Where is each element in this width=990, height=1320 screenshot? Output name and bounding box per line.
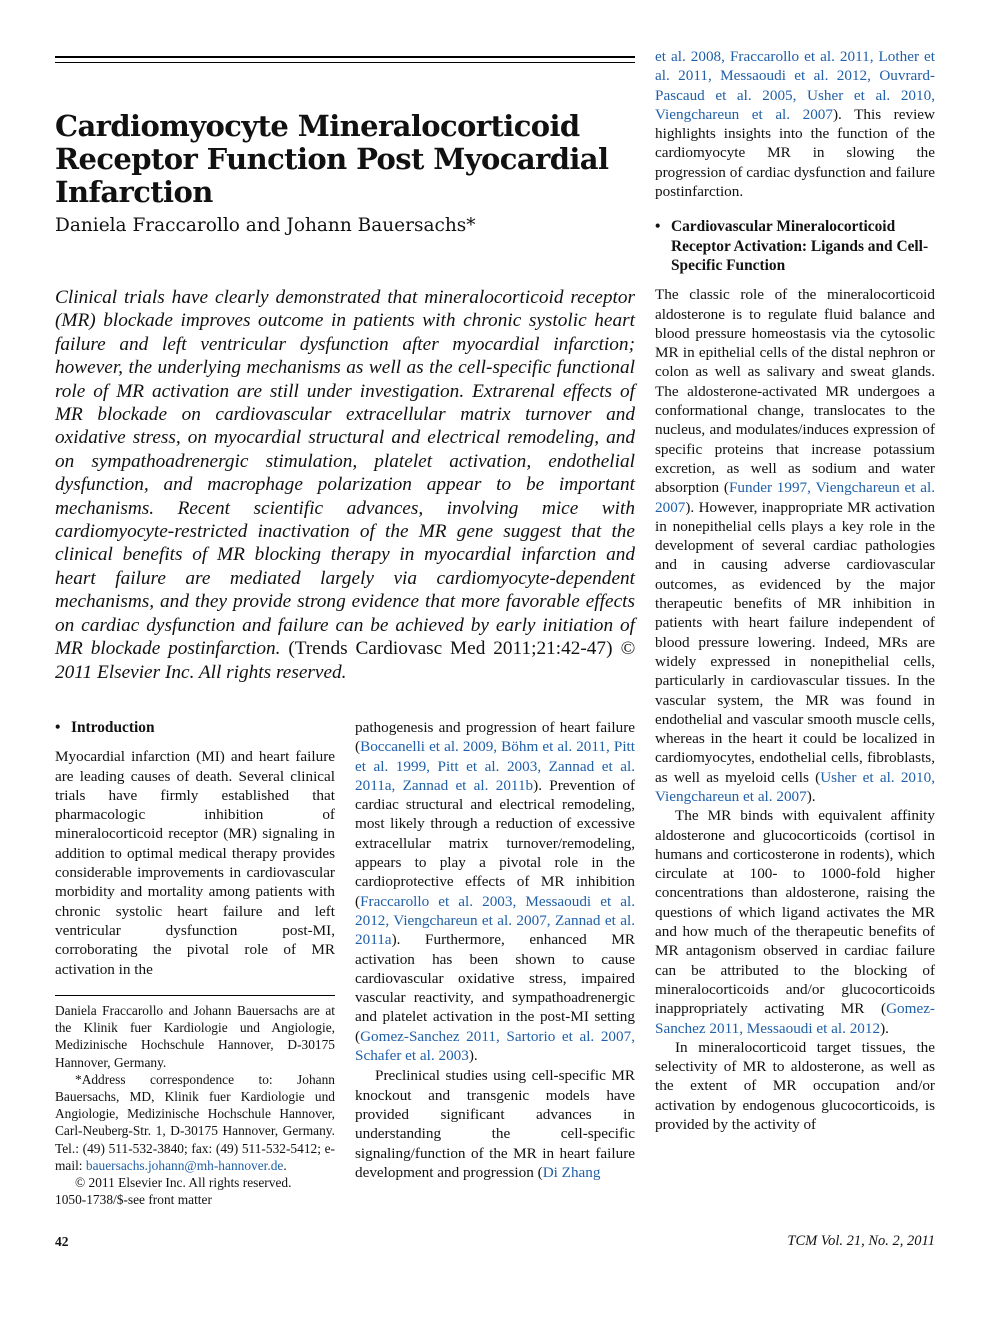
section-heading-text: Cardiovascular Mineralocorticoid Receptor Activation: Ligands and Cell-Specific Function xyxy=(671,218,929,274)
journal-info: TCM Vol. 21, No. 2, 2011 xyxy=(787,1233,935,1249)
abstract-copyright: © 2011 Elsevier Inc. All rights reserved. xyxy=(55,638,635,683)
section-heading-mr-activation xyxy=(655,217,935,275)
citation-link[interactable]: Gomez-Sanchez 2011, Messaoudi et al. 2012 xyxy=(655,1000,935,1037)
footnote xyxy=(55,1002,335,1208)
abstract xyxy=(55,286,635,684)
column-3 xyxy=(655,47,935,1134)
abstract-citation: (Trends Cardiovasc Med 2011;21:42-47) xyxy=(288,638,613,660)
section-heading-text: Introduction xyxy=(71,719,155,736)
abstract-text: Clinical trials have clearly demonstrated that mineralocorticoid receptor (MR) blockade improves outcome in patients with chronic systolic heart failure and left ventricular dysfunction after myocardial infarction; however, the underlying mechanisms as well as the cell-specific functional role of MR activation are still under investigation. Extrarenal effects of MR blockade on cardiovascular extracellular matrix turnover and oxidative stress, on myocardial structural and electrical remodeling, and on sympathoadrenergic stimulation, platelet activation, endothelial dysfunction, and macrophage polarization appear to be important mechanisms. Recent scientific advances, involving mice with cardiomyocyte-restricted inactivation of the MR gene suggest that the clinical benefits of MR blocking therapy in myocardial infarction and heart failure are mediated largely via cardiomyocyte-dependent mechanisms, and they provide strong evidence that more favorable effects on cardiac dysfunction and failure can be achieved by early initiation of MR blockade postinfarction. xyxy=(55,287,635,660)
col3-paragraph-0: et al. 2008, Fraccarollo et al. 2011, Lother et al. 2011, Messaoudi et al. 2012, Ouvrard-Pascaud et al. 2005, Usher et al. 2010, Viengchareun et al. 2007). This review highlights insights into the function of the cardiomyocyte MR in slowing the progression of cardiac dysfunction and failure postinfarction. xyxy=(655,48,935,201)
footnote-issn: 1050-1738/$-see front matter xyxy=(55,1192,212,1208)
page-number: 42 xyxy=(55,1234,69,1249)
citation-link[interactable]: Funder 1997, Viengchareun et al. 2007 xyxy=(655,479,935,516)
citation-link[interactable]: Boccanelli et al. 2009, Böhm et al. 2011, Pitt et al. 1999, Pitt et al. 2003, Zannad et al. 2011a, Zannad et al. 2011b xyxy=(355,738,635,794)
article-authors: Daniela Fraccarollo and Johann Bauersachs* xyxy=(55,215,476,236)
col2-paragraph-1: pathogenesis and progression of heart failure (Boccanelli et al. 2009, Böhm et al. 2011, Pitt et al. 1999, Pitt et al. 2003, Zannad et al. 2011a, Zannad et al. 2011b). Prevention of cardiac structural and electrical remodeling, most likely through a reduction of excessive extracellular matrix turnover/remodeling, appears to play a pivotal role in the cardioprotective effects of MR inhibition (Fraccarollo et al. 2003, Messaoudi et al. 2012, Viengchareun et al. 2007, Zannad et al. 2011a). Furthermore, enhanced MR activation has been shown to cause cardiovascular oxidative stress, impaired vascular reactivity, and sympathoadrenergic and platelet activation in the post-MI setting (Gomez-Sanchez 2011, Sartorio et al. 2007, Schafer et al. 2003). xyxy=(355,719,636,1065)
footnote-copyright: © 2011 Elsevier Inc. All rights reserved. xyxy=(75,1175,292,1191)
section-heading-introduction xyxy=(55,718,335,737)
column-1 xyxy=(55,718,335,979)
citation-link[interactable]: Usher et al. 2010, Viengchareun et al. 2007 xyxy=(655,768,935,805)
citation-link[interactable]: et al. 2008, Fraccarollo et al. 2011, Lother et al. 2011, Messaoudi et al. 2012, Ouvrard-Pascaud et al. 2005, Usher et al. 2010, Viengchareun et al. 2007 xyxy=(655,48,935,123)
email-link[interactable]: bauersachs.johann@mh-hannover.de xyxy=(85,1157,284,1173)
col3-paragraph-1: The classic role of the mineralocorticoid aldosterone is to regulate fluid balance and blood pressure homeostasis via the cytosolic MR in epithelial cells of the distal nephron or colon as well as salivary and sweat glands. The aldosterone-activated MR undergoes a conformational change, translocates to the nucleus, and modulates/induces expression of specific proteins that increase potassium excretion, as well as sodium and water absorption (Funder 1997, Viengchareun et al. 2007). However, inappropriate MR activation in nonepithelial cells plays a key role in the development of several cardiac pathologies and in causing adverse cardiovascular outcomes, as evidenced by the major therapeutic benefits of MR inhibition in patients with heart failure independent of blood pressure lowering. Indeed, MRs are widely expressed in nonepithelial cells, particularly in cardiovascular tissues. In the vascular system, the MR was found in endothelial and vascular smooth muscle cells, whereas in the heart it could be localized in cardiomyocytes, endothelial cells, fibroblasts, as well as myeloid cells (Usher et al. 2010, Viengchareun et al. 2007). xyxy=(655,286,935,805)
col2-paragraph-2: Preclinical studies using cell-specific MR knockout and transgenic models have provided significant advances in understanding the cell-specific signaling/function of the MR in heart failure development and progression (Di Zhang xyxy=(355,1067,635,1181)
col3-paragraph-2: The MR binds with equivalent affinity aldosterone and glucocorticoids (cortisol in humans and corticosterone in rodents), which circulate at 100- to 1000-fold higher concentrations than aldosterone, raising the questions of which ligand activates the MR and how much of the therapeutic benefits of MR antagonism observed in cardiac failure can be attributed to the blocking of mineralocorticoids and/or glucocorticoids inappropriately activating MR (Gomez-Sanchez 2011, Messaoudi et al. 2012). xyxy=(655,807,935,1037)
footnote-rule xyxy=(55,995,335,996)
footnote-affiliation: Daniela Fraccarollo and Johann Bauersachs are at the Klinik fuer Kardiologie und Angiologie, Medizinische Hochschule Hannover, D-30175 Hannover, Germany. xyxy=(55,1003,335,1070)
article-title: Cardiomyocyte Mineralocorticoid Receptor Function Post Myocardial Infarction xyxy=(55,109,609,209)
intro-paragraph: Myocardial infarction (MI) and heart failure are leading causes of death. Several clinical trials have firmly established that pharmacologic inhibition of mineralocorticoid receptor (MR) signaling in addition to optimal medical therapy provides considerable improvements in cardiovascular morbidity and mortality among patients with chronic systolic heart failure and left ventricular dysfunction post-MI, corroborating the pivotal role of MR activation in the xyxy=(55,748,335,978)
citation-link[interactable]: Gomez-Sanchez 2011, Sartorio et al. 2007, Schafer et al. 2003 xyxy=(355,1027,635,1065)
citation-link[interactable]: Fraccarollo et al. 2003, Messaoudi et al. 2012, Viengchareun et al. 2007, Zannad et al. 2011a xyxy=(355,892,635,949)
col3-paragraph-3: In mineralocorticoid target tissues, the selectivity of MR to aldosterone, as well as the extent of MR occupation and/or activation by endogenous glucocorticoids, is provided by the activity of xyxy=(655,1038,935,1134)
bullet-icon: • xyxy=(655,218,661,236)
column-2 xyxy=(355,718,635,1182)
top-rule-thick xyxy=(55,56,635,58)
footnote-address: *Address correspondence to: Johann Bauersachs, MD, Klinik fuer Kardiologie und Angiologie, Medizinische Hochschule Hannover, Carl-Neuberg-Str. 1, D-30175 Hannover, Germany. Tel.: (49) 511-532-3840; fax: (49) 511-532-5412; e-mail: bauersachs.johann@mh-hannover.de. xyxy=(55,1071,335,1173)
bullet-icon: • xyxy=(55,719,61,736)
citation-link[interactable]: Di Zhang xyxy=(542,1163,601,1181)
top-rule-thin xyxy=(55,62,635,63)
